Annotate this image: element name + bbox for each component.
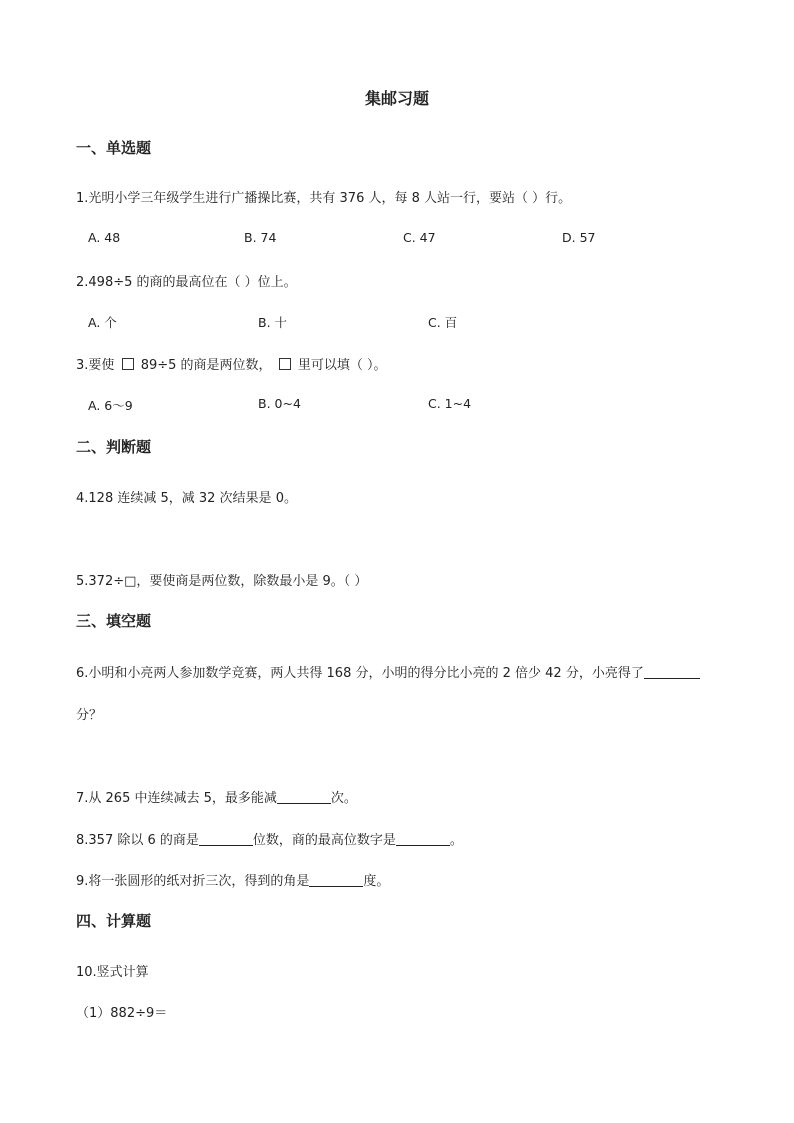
section-heading-true-false: 二、判断题 <box>76 438 152 456</box>
q2-option-b[interactable]: B. 十 <box>258 315 288 330</box>
square-box-icon <box>279 358 291 370</box>
q3-text-post: 里可以填（ ）。 <box>297 358 387 373</box>
q8-text-post: 。 <box>449 833 463 848</box>
question-5: 5.372÷□，要使商是两位数，除数最小是 9。（ ） <box>76 574 368 589</box>
q9-text-pre: 9.将一张圆形的纸对折三次，得到的角是 <box>76 874 310 889</box>
q6-text: 6.小明和小亮两人参加数学竞赛，两人共得 168 分，小明的得分比小亮的 2 倍少 42 分，小亮得了 <box>76 666 644 681</box>
section-heading-calculation: 四、计算题 <box>76 912 152 930</box>
question-2: 2.498÷5 的商的最高位在（ ）位上。 <box>76 275 297 290</box>
q8-text-pre: 8.357 除以 6 的商是 <box>76 833 199 848</box>
q7-text-post: 次。 <box>330 791 357 806</box>
question-9 <box>76 870 389 889</box>
answer-blank[interactable] <box>644 666 700 679</box>
q7-text-pre: 7.从 265 中连续减去 5，最多能减 <box>76 791 277 806</box>
question-6 <box>76 662 700 681</box>
question-3 <box>76 354 386 373</box>
answer-blank[interactable] <box>396 833 450 846</box>
q8-text-mid: 位数，商的最高位数字是 <box>252 833 396 848</box>
q2-option-a[interactable]: A. 个 <box>88 315 117 330</box>
q10-subquestion-1: （1）882÷9＝ <box>76 1006 168 1021</box>
q1-option-d[interactable]: D. 57 <box>562 230 596 245</box>
page-title: 集邮习题 <box>364 89 429 108</box>
answer-blank[interactable] <box>309 874 363 887</box>
section-heading-fill-blank: 三、填空题 <box>76 612 152 630</box>
section-heading-single-choice: 一、单选题 <box>76 139 152 157</box>
question-8 <box>76 829 463 848</box>
q1-option-a[interactable]: A. 48 <box>88 230 121 245</box>
question-7 <box>76 787 357 806</box>
q2-option-c[interactable]: C. 百 <box>428 315 458 330</box>
q3-text-pre: 3.要使 <box>76 358 115 373</box>
q6-tail: 分？ <box>76 708 103 723</box>
q3-option-a[interactable]: A. 6～9 <box>88 398 133 413</box>
q3-option-b[interactable]: B. 0~4 <box>258 396 301 411</box>
square-box-icon <box>122 358 134 370</box>
answer-blank[interactable] <box>277 791 331 804</box>
q1-option-c[interactable]: C. 47 <box>403 230 436 245</box>
question-4: 4.128 连续减 5，减 32 次结果是 0。 <box>76 491 297 506</box>
q3-text-mid: 89÷5 的商是两位数， <box>140 358 272 373</box>
question-10: 10.竖式计算 <box>76 965 149 980</box>
question-1: 1.光明小学三年级学生进行广播操比赛，共有 376 人，每 8 人站一行，要站（ ）行。 <box>76 191 572 206</box>
q1-option-b[interactable]: B. 74 <box>244 230 277 245</box>
q3-option-c[interactable]: C. 1~4 <box>428 396 472 411</box>
answer-blank[interactable] <box>199 833 253 846</box>
q9-text-post: 度。 <box>363 874 390 889</box>
